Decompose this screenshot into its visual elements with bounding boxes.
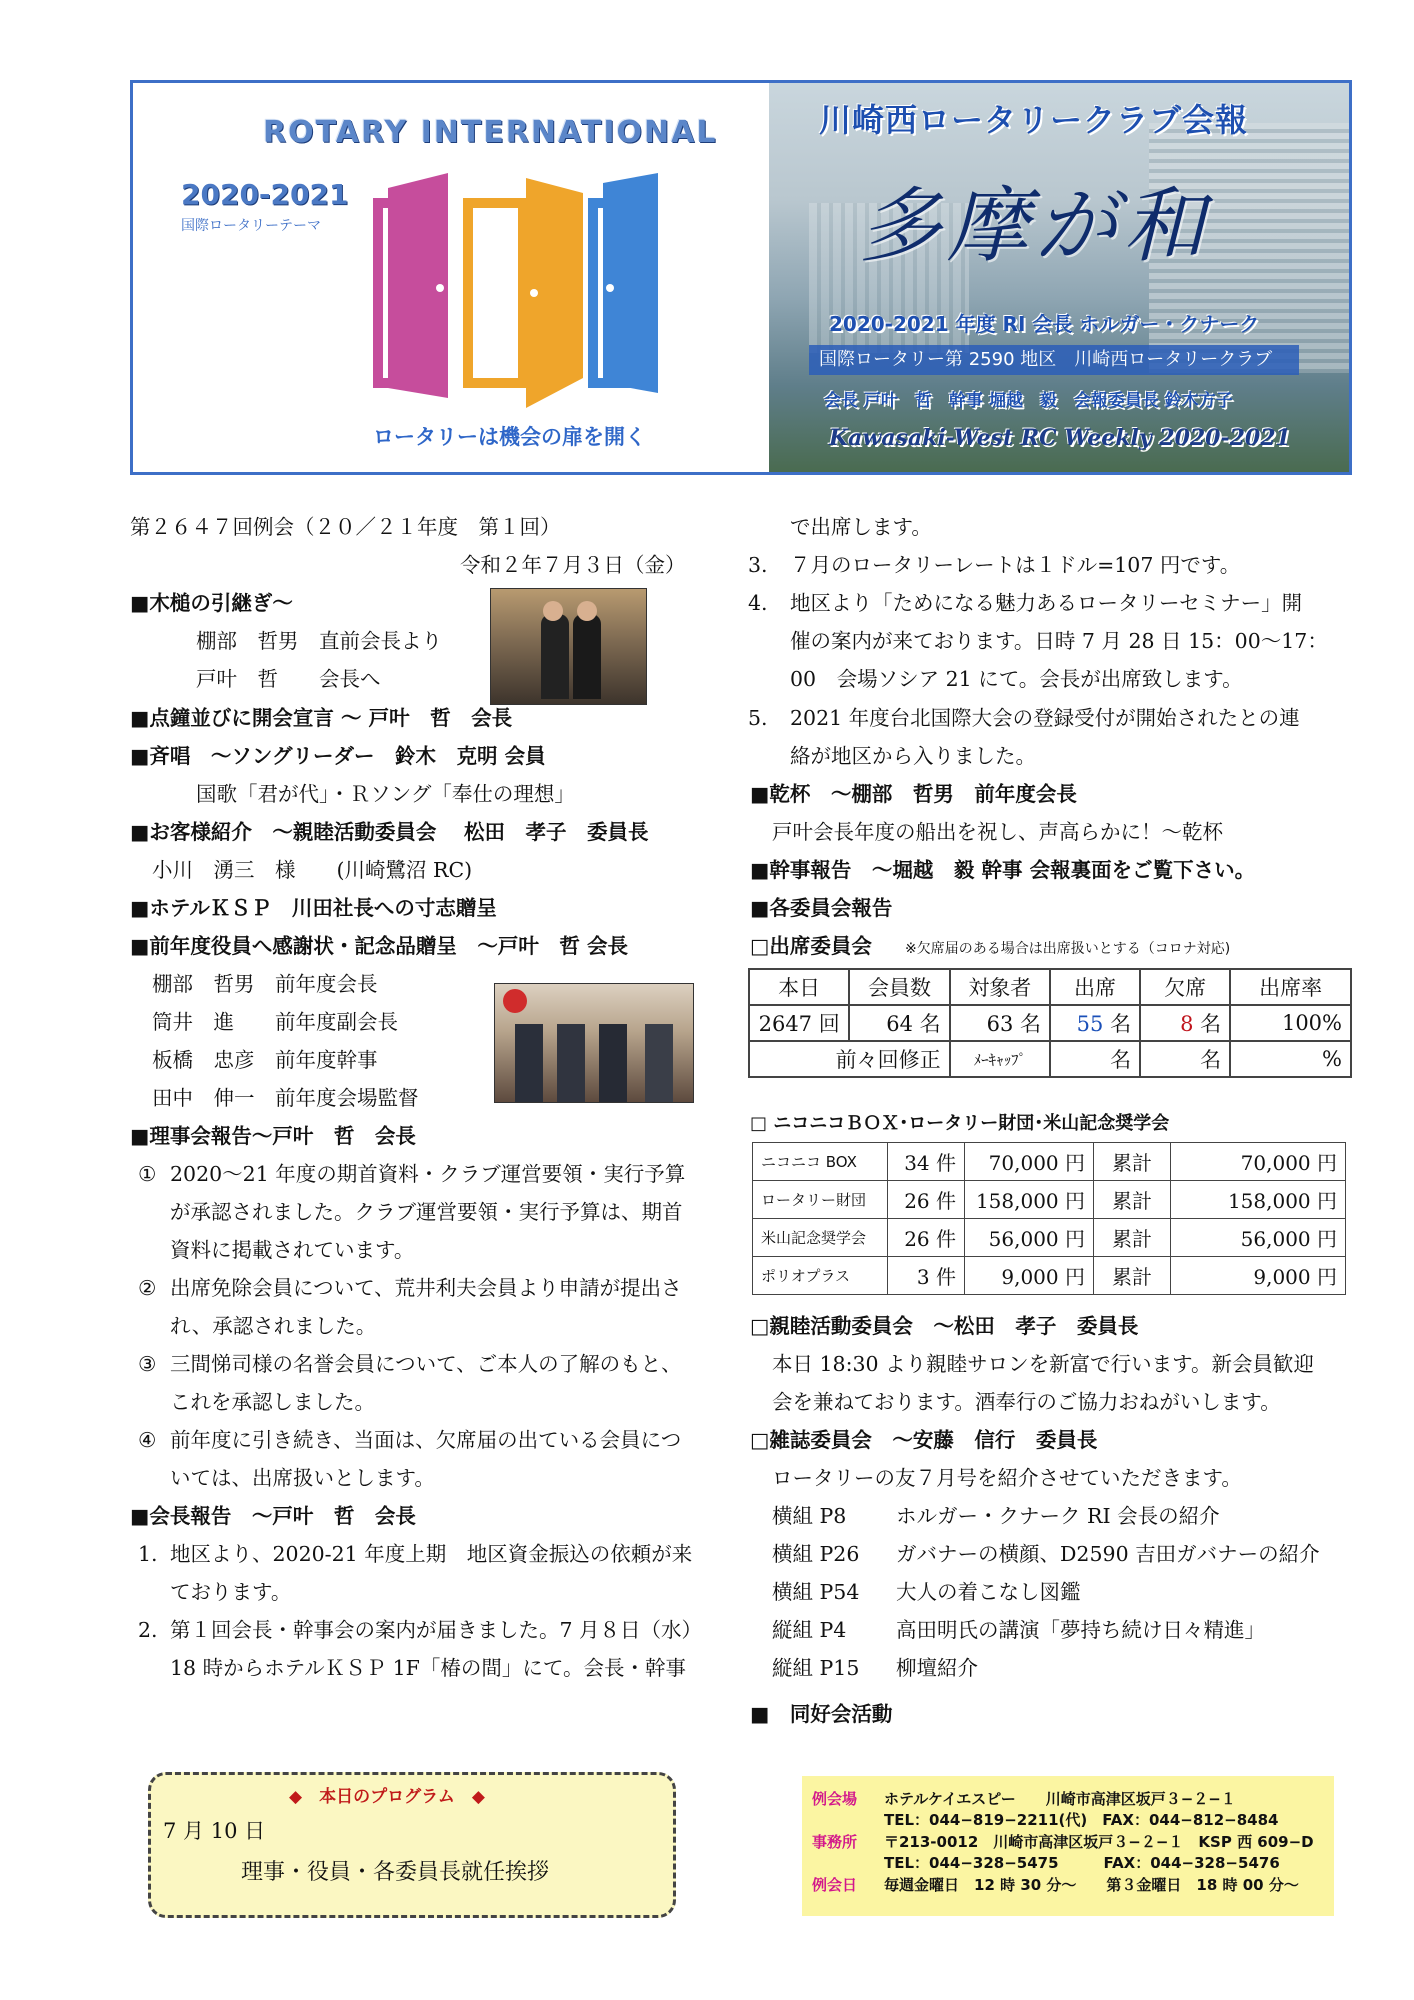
cell-fund: 米山記念奨学会 [753, 1219, 888, 1257]
cell-target: 63 名 [950, 1005, 1050, 1041]
board-item-text: れ、承認されました。 [170, 1314, 377, 1338]
heading-toast: ■乾杯 ～棚部 哲男 前年度会長 [750, 782, 1077, 806]
attendance-title: □出席委員会 [750, 934, 872, 958]
fellowship-text: 本日 18:30 より親睦サロンを新富で行います。新会員歓迎 [772, 1352, 1314, 1376]
cell-rate: 100% [1230, 1005, 1351, 1041]
open-doors-logo [348, 168, 688, 413]
magazine-article: 大人の着こなし図鑑 [896, 1580, 1081, 1604]
cell-fund: ロータリー財団 [753, 1181, 888, 1219]
board-item-number: ② [138, 1276, 157, 1300]
report-text: 地区より「ためになる魅力あるロータリーセミナー」開 [790, 591, 1303, 615]
donation-table [752, 1142, 1346, 1295]
table-row [753, 1181, 1346, 1219]
board-item-text: 前年度に引き続き、当面は、欠席届の出ている会員につ [170, 1428, 682, 1452]
report-text: 催の案内が来ております。日時 7 月 28 日 15：00～17： [790, 629, 1328, 653]
board-item-number: ④ [138, 1428, 157, 1452]
theme-year: 2020-2021 [181, 178, 349, 211]
cell-total: 158,000 円 [1171, 1181, 1346, 1219]
theme-slogan: ロータリーは機会の扉を開く [373, 425, 646, 449]
report-text: 第１回会長・幹事会の案内が届きました。7 月８日（水） [170, 1618, 703, 1642]
ri-title: ROTARY INTERNATIONAL [263, 115, 718, 150]
cell-absent [1140, 1005, 1230, 1041]
venue-address: ホテルケイエスピー 川崎市高津区坂戸３−２−１ [884, 1790, 1236, 1808]
cell-fund: ポリオプラス [753, 1257, 888, 1295]
col-header: 対象者 [950, 969, 1050, 1005]
heading-secretary: ■幹事報告 ～堀越 毅 幹事 会報裏面をご覧下さい。 [750, 858, 1256, 882]
cell-members: 64 名 [849, 1005, 949, 1041]
magazine-page: 縦組 P15 [772, 1656, 860, 1680]
heading-club-activities: ■ 同好会活動 [750, 1702, 893, 1726]
magazine-intro: ロータリーの友７月号を紹介させていただきます。 [772, 1466, 1242, 1490]
toast-text: 戸叶会長年度の船出を祝し、声高らかに！～乾杯 [772, 820, 1223, 844]
guest-name: 小川 湧三 様 (川崎鷺沼 RC) [152, 858, 473, 882]
table-row [753, 1143, 1346, 1181]
ri-president: 2020-2021 年度 RI 会長 ホルガー・クナーク [829, 312, 1260, 336]
cell-unit: 名 [1140, 1041, 1230, 1077]
col-header: 出席 [1050, 969, 1140, 1005]
report-text: 絡が地区から入りました。 [790, 744, 1036, 768]
cell-count: 26 件 [888, 1219, 965, 1257]
cell-number: 2647 回 [749, 1005, 849, 1041]
venue-phone: TEL：044−819−2211(代) FAX：044−812−8484 [884, 1811, 1279, 1829]
cell-unit: 名 [1050, 1041, 1140, 1077]
theme-label: 国際ロータリーテーマ [181, 218, 321, 234]
report-number: 3. [748, 553, 768, 577]
magazine-article: 柳壇紹介 [896, 1656, 978, 1680]
gavel-line-1: 棚部 哲男 直前会長より [196, 629, 442, 653]
heading-gavel: ■木槌の引継ぎ～ [130, 591, 293, 615]
club-info-box [802, 1776, 1334, 1916]
report-number: 2. [138, 1618, 158, 1642]
cell-amount: 158,000 円 [965, 1181, 1094, 1219]
cell-count: 26 件 [888, 1181, 965, 1219]
masthead [130, 80, 1352, 475]
venue-label: 例会場 [812, 1790, 858, 1808]
absent-count: 8 [1180, 1012, 1194, 1036]
officer-row: 板橋 忠彦 前年度幹事 [152, 1048, 378, 1072]
present-count: 55 [1076, 1012, 1104, 1036]
attendance-table [748, 968, 1352, 1078]
club-banner [769, 83, 1349, 472]
cell-total: 9,000 円 [1171, 1257, 1346, 1295]
table-row [749, 1005, 1351, 1041]
box-title: □ ニコニコＢＯＸ･ロータリー財団･米山記念奨学会 [750, 1113, 1170, 1134]
cell-total: 70,000 円 [1171, 1143, 1346, 1181]
meeting-day-label: 例会日 [812, 1876, 858, 1894]
table-row [749, 1041, 1351, 1077]
cell-present [1050, 1005, 1140, 1041]
meeting-date: 令和２年７月３日（金） [460, 553, 686, 577]
absent-unit: 名 [1193, 1012, 1222, 1036]
cell-count: 3 件 [888, 1257, 965, 1295]
heading-committees: ■各委員会報告 [750, 896, 893, 920]
report-number: 5. [748, 706, 768, 730]
board-item-number: ③ [138, 1352, 157, 1376]
board-item-text: が承認されました。クラブ運営要領・実行予算は、期首 [170, 1200, 683, 1224]
board-item-text: 三間悌司様の名誉会員について、ご本人の了解のもと、 [170, 1352, 682, 1376]
report-text: で出席します。 [790, 515, 932, 539]
report-number: 4. [748, 591, 768, 615]
magazine-page: 横組 P26 [772, 1542, 860, 1566]
office-address: 〒213-0012 川崎市高津区坂戸３−２−１ KSP 西 609−D [884, 1833, 1314, 1851]
officer-row: 筒井 進 前年度副会長 [152, 1010, 398, 1034]
office-label: 事務所 [812, 1833, 858, 1851]
theme-panel [133, 83, 769, 472]
cell-amount: 56,000 円 [965, 1219, 1094, 1257]
board-item-number: ① [138, 1162, 157, 1186]
report-text: 18 時からホテルＫＳＰ 1F「椿の間」にて。会長・幹事 [170, 1656, 686, 1680]
cell-amount: 70,000 円 [965, 1143, 1094, 1181]
cell-cumulative-label: 累計 [1094, 1143, 1171, 1181]
officers-line: 会長 戸叶 哲 幹事 堀越 毅 会報委員長 鈴木方子 [824, 391, 1233, 411]
gavel-photo [490, 588, 647, 705]
program-date: 7 月 10 日 [163, 1819, 266, 1843]
newsletter-name: 多摩が和 [859, 179, 1211, 274]
officer-row: 棚部 哲男 前年度会長 [152, 972, 378, 996]
cell-cumulative-label: 累計 [1094, 1219, 1171, 1257]
table-row [753, 1219, 1346, 1257]
cell-count: 34 件 [888, 1143, 965, 1181]
fellowship-text: 会を兼ねております。酒奉行のご協力おねがいします。 [772, 1390, 1281, 1414]
report-text: 00 会場ソシア 21 にて。会長が出席致します。 [790, 667, 1243, 691]
heading-guests: ■お客様紹介 ～親睦活動委員会 松田 孝子 委員長 [130, 820, 649, 844]
report-text: ております。 [170, 1580, 292, 1604]
program-title: ◆ 本日のプログラム ◆ [289, 1787, 485, 1807]
cell-cumulative-label: 累計 [1094, 1181, 1171, 1219]
magazine-page: 縦組 P4 [772, 1618, 847, 1642]
table-row [753, 1257, 1346, 1295]
meeting-day: 毎週金曜日 12 時 30 分～ 第３金曜日 18 時 00 分～ [884, 1876, 1299, 1894]
col-header: 出席率 [1230, 969, 1351, 1005]
magazine-article: ガバナーの横顔、D2590 吉田ガバナーの紹介 [896, 1542, 1320, 1566]
magazine-page: 横組 P54 [772, 1580, 860, 1604]
report-text: 地区より、2020-21 年度上期 地区資金振込の依頼が来 [170, 1542, 693, 1566]
cell-unit: % [1230, 1041, 1351, 1077]
song-detail: 国歌「君が代」・Ｒソング「奉仕の理想」 [196, 782, 575, 806]
heading-thanks: ■前年度役員へ感謝状・記念品贈呈 ～戸叶 哲 会長 [130, 934, 629, 958]
gavel-line-2: 戸叶 哲 会長へ [196, 667, 381, 691]
report-number: 1. [138, 1542, 158, 1566]
attendance-note: ※欠席届のある場合は出席扱いとする（コロナ対応) [905, 941, 1231, 957]
heading-hotel-gift: ■ホテルＫＳＰ 川田社長への寸志贈呈 [130, 896, 497, 920]
present-unit: 名 [1103, 1012, 1132, 1036]
district-line: 国際ロータリー第 2590 地区 川崎西ロータリークラブ [809, 345, 1299, 375]
weekly-title: Kawasaki-West RC Weekly 2020-2021 [829, 425, 1291, 451]
magazine-article: 高田明氏の講演「夢持ち続け日々精進」 [896, 1618, 1265, 1642]
cell-cumulative-label: 累計 [1094, 1257, 1171, 1295]
heading-opening: ■点鐘並びに開会宣言 ～ 戸叶 哲 会長 [130, 706, 513, 730]
col-header: 欠席 [1140, 969, 1230, 1005]
board-item-text: 資料に掲載されています。 [170, 1238, 415, 1262]
program-text: 理事・役員・各委員長就任挨拶 [241, 1860, 550, 1885]
heading-president-report: ■会長報告 ～戸叶 哲 会長 [130, 1504, 416, 1528]
report-text: 2021 年度台北国際大会の登録受付が開始されたとの連 [790, 706, 1300, 730]
magazine-page: 横組 P8 [772, 1504, 847, 1528]
col-header: 会員数 [849, 969, 949, 1005]
board-item-text: 2020～21 年度の期首資料・クラブ運営要領・実行予算 [170, 1162, 686, 1186]
report-text: ７月のロータリーレートは１ドル=107 円です。 [790, 553, 1241, 577]
heading-song: ■斉唱 ～ソングリーダー 鈴木 克明 会員 [130, 744, 546, 768]
cell-amount: 9,000 円 [965, 1257, 1094, 1295]
cell-total: 56,000 円 [1171, 1219, 1346, 1257]
club-title: 川崎西ロータリークラブ会報 [819, 101, 1249, 139]
board-item-text: いては、出席扱いとします。 [170, 1466, 435, 1490]
officer-row: 田中 伸一 前年度会場監督 [152, 1086, 419, 1110]
today-program-box [148, 1772, 676, 1918]
board-item-text: これを承認しました。 [170, 1390, 375, 1414]
cell-correction: 前々回修正 [749, 1041, 950, 1077]
table-row [749, 969, 1351, 1005]
heading-magazine: □雑誌委員会 ～安藤 信行 委員長 [750, 1428, 1098, 1452]
officers-photo [494, 983, 694, 1103]
heading-board: ■理事会報告～戸叶 哲 会長 [130, 1124, 416, 1148]
meeting-number: 第２６４７回例会（２０／２１年度 第１回） [130, 515, 561, 539]
magazine-article: ホルガー・クナーク RI 会長の紹介 [896, 1504, 1220, 1528]
cell-makeup: ﾒｰｷｬｯﾌﾟ [950, 1041, 1050, 1077]
cell-fund: ニコニコ BOX [753, 1143, 888, 1181]
board-item-text: 出席免除会員について、荒井利夫会員より申請が提出さ [170, 1276, 682, 1300]
col-header: 本日 [749, 969, 849, 1005]
office-phone: TEL：044−328−5475 FAX：044−328−5476 [884, 1854, 1280, 1872]
heading-fellowship: □親睦活動委員会 ～松田 孝子 委員長 [750, 1314, 1139, 1338]
